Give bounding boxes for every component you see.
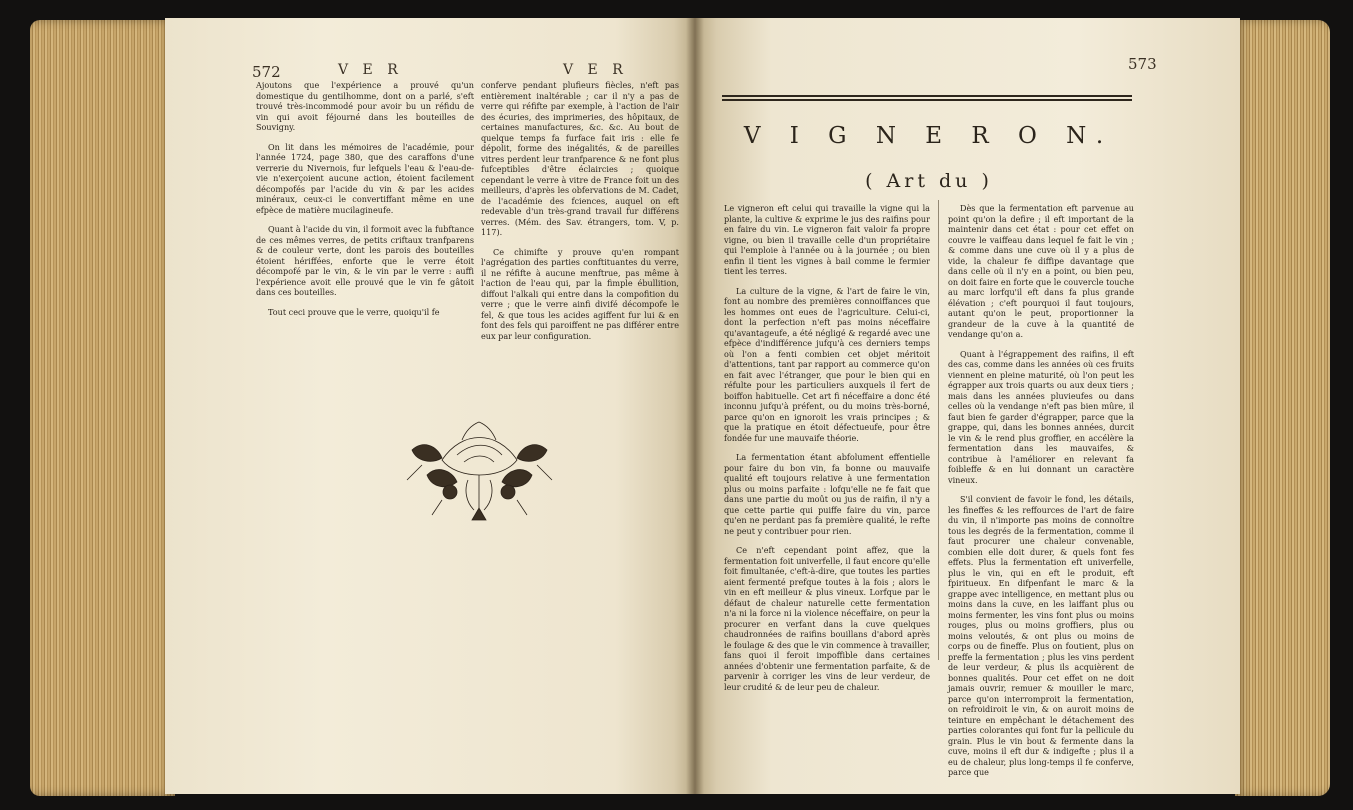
paragraph: Quant à l'égrappement des raifins, il eft des cas, comme dans les années où ces fruits viennent en pleine maturité, où l'on peut les égrapper aux trois quarts ou aux deux tiers ; mais dans les années pluvieufes ou dans celles où la vendange n'eft pas bien mûre, il faut bien fe garder d'égrapper, parce que la grappe, qui, dans les bonnes années, durcit le vin & le rend plus groffier, en accélère la fermentation dans les mauvaifes, & contribue à l'améliorer en relevant fa foibleffe & en lui donnant un caractère vineux. (948, 348, 1134, 485)
paragraph: Dès que la fermentation eft parvenue au point qu'on la defire ; il eft important de la maintenir dans cet état : pour cet effet on couvre le vaiffeau dans lequel fe fait le vin ; & comme dans une cuve où il y a plus de vide, la chaleur fe diffipe davantage que dans celle où il n'y en a point, ou bien peu, on doit faire en forte que le couvercle touche au marc lorfqu'il eft dans fa plus grande élévation ; c'eft pourquoi il faut toujours, autant qu'on le peut, proportionner la grandeur de la cuve à la quantité de vendange qu'on a. (948, 203, 1134, 339)
article-title: V I G N E R O N. (743, 123, 1115, 149)
column-divider (938, 200, 939, 660)
right-page-number: 573 (1128, 55, 1157, 73)
left-column-1 (256, 80, 474, 326)
paragraph: conferve pendant plufieurs fiècles, n'eft pas entièrement inaltérable ; car il n'y a pas de verre qui réfifte par exemple, à l'action de l'air des écuries, des imprimeries, des hôpitaux, de certaines manufactures, &c. &c. Au bout de quelque temps fa furface fait iris : elle fe dépolit, forme des inégalités, & de pareilles vitres perdent leur tranfparence & ne font plus fufceptibles d'être éclaircies ; quoique cependant le verre à vitre de France foit un des meilleurs, d'après les obfervations de M. Cadet, de l'académie des fciences, auquel on eft redevable d'un très-grand travail fur différens verres. (Mém. des Sav. étrangers, tom. V, p. 117). (481, 80, 679, 237)
right-page-edges (1235, 20, 1330, 796)
left-page-edges (30, 20, 175, 796)
paragraph: Le vigneron eft celui qui travaille la vigne qui la plante, la cultive & exprime le jus des raifins pour en faire du vin. Le vigneron fait valoir fa propre vigne, ou bien il travaille celle d'un propriétaire qui l'emploie à l'année ou à la journée ; ou bien enfin il tient les vignes à bail comme le fermier tient les terres. (724, 203, 930, 276)
right-column-2 (948, 203, 1134, 787)
paragraph: La fermentation étant abfolument effentielle pour faire du bon vin, fa bonne ou mauvaife qualité eft toujours relative à une fermentation plus ou moins parfaite : lofqu'elle ne fe fait que dans une partie du moût ou jus de raifin, il n'y a que cette partie qui puiffe faire du vin, parce qu'en ne perdant pas fa première qualité, le refte ne peut y contribuer pour rien. (724, 452, 930, 536)
right-column-1 (724, 203, 930, 701)
floral-vignette-ornament (402, 420, 557, 525)
paragraph: S'il convient de favoir le fond, les détails, les fineffes & les reffources de l'art de faire du vin, il n'importe pas moins de connoître tous les degrés de la fermentation, comme il faut procurer une chaleur convenable, combien elle doit durer, & quels font fes effets. Plus la fermentation eft univerfelle, plus le vin, qui en eft le produit, eft fpiritueux. En difpenfant le marc & la grappe avec intelligence, en mettant plus ou moins dans la cuve, en les laiffant plus ou moins fermenter, les vins font plus ou moins rouges, plus ou moins groffiers, plus ou moins veloutés, & ont plus ou moins de corps ou de fineffe. Plus on foutient, plus on preffe la fermentation ; plus les vins perdent de leur verdeur, & plus ils acquièrent de bonnes qualités. Pour cet effet on ne doit jamais ouvrir, remuer & mouiller le marc, parce qu'on interromproit la fermentation, on refroidiroit le vin, & on auroit moins de teinture en empêchant le détachement des parties colorantes qui font fur la pellicule du grain. Plus le vin bout & fermente dans la cuve, moins il eft dur & indigefte ; plus il a eu de chaleur, plus long-temps il fe conferve, parce que (948, 494, 1134, 777)
book-gutter (686, 18, 704, 794)
left-page-number: 572 (252, 63, 281, 81)
left-running-head-col1: V E R (338, 62, 403, 78)
paragraph: Ce n'eft cependant point affez, que la fermentation foit univerfelle, il faut encore qu'elle foit fimultanée, c'eft-à-dire, que toutes les parties aient fermenté prefque toutes à la fois ; alors le vin en eft meilleur & plus vineux. Lorfque par le défaut de chaleur naturelle cette fermentation n'a ni la force ni la violence néceffaire, on peur la procurer en verfant dans la cuve quelques chaudronnées de raifins bouillans d'abord après le foulage & des que le vin commence à travailler, fans quoi il feroit impoffible dans certaines années d'obtenir une fermentation parfaite, & de parvenir à corriger les vins de leur verdeur, de leur crudité & de leur peu de chaleur. (724, 545, 930, 692)
paragraph: Tout ceci prouve que le verre, quoiqu'il fe (268, 306, 440, 317)
left-running-head-col2: V E R (563, 62, 628, 78)
paragraph: Ajoutons que l'expérience a prouvé qu'un domestique du gentilhomme, dont on a parlé, s'eft trouvé très-incommodé pour avoir bu un réfidu de vin qui avoit féjourné dans les bouteilles de Souvigny. (256, 80, 474, 132)
left-column-2 (481, 80, 679, 350)
paragraph: La culture de la vigne, & l'art de faire le vin, font au nombre des premières connoiffances que les hommes ont eues de l'agriculture. Celui-ci, dont la perfection n'eft pas moins néceffaire qu'avantageufe, a été négligé & regardé avec une efpèce d'indifférence jufqu'à ces derniers temps où l'on a fenti combien cet objet méritoit d'attentions, tant par rapport au commerce qu'on en fait avec l'étranger, que pour le bien qui en réfulte pour les particuliers auxquels il fert de boiffon habituelle. Cet art fi néceffaire a donc été inconnu jufqu'à préfent, ou du moins très-borné, parce qu'on en ignoroit les vrais principes ; & que la pratique en étoit défectueufe, pour être fondée fur une mauvaife théorie. (724, 285, 930, 443)
paragraph: Quant à l'acide du vin, il formoit avec la fubftance de ces mêmes verres, de petits criftaux tranfparens & de couleur verte, dont les parois des bouteilles étoient hériffées, enforte que le verre étoit décompofé par le vin, & le vin par le verre : auffi l'expérience avoit elle prouvé que le vin fe gâtoit dans ces bouteilles. (256, 224, 474, 297)
paragraph: Ce chimifte y prouve qu'en rompant l'agrégation des parties conftituantes du verre, il ne réfifte à aucune menftrue, pas même à l'action de l'eau qui, par la fimple ébullition, diffout l'alkali qui entre dans la compofition du verre ; que le verre ainfi divifé décompofe le fel, & que tous les acides agiffent fur lui & en font des fels qui paroiffent ne pas différer entre eux par leur configuration. (481, 246, 679, 341)
paragraph: On lit dans les mémoires de l'académie, pour l'année 1724, page 380, que des caraffons d'une verrerie du Nivernois, fur lefquels l'eau & l'eau-de-vie n'exerçoient aucune action, étoient facilement décompofés par l'acide du vin & par les acides minéraux, ceux-ci le convertiffant même en une efpèce de matière mucilagineufe. (256, 141, 474, 215)
decorative-rule (722, 95, 1132, 101)
article-subtitle: ( Art du ) (865, 170, 993, 192)
